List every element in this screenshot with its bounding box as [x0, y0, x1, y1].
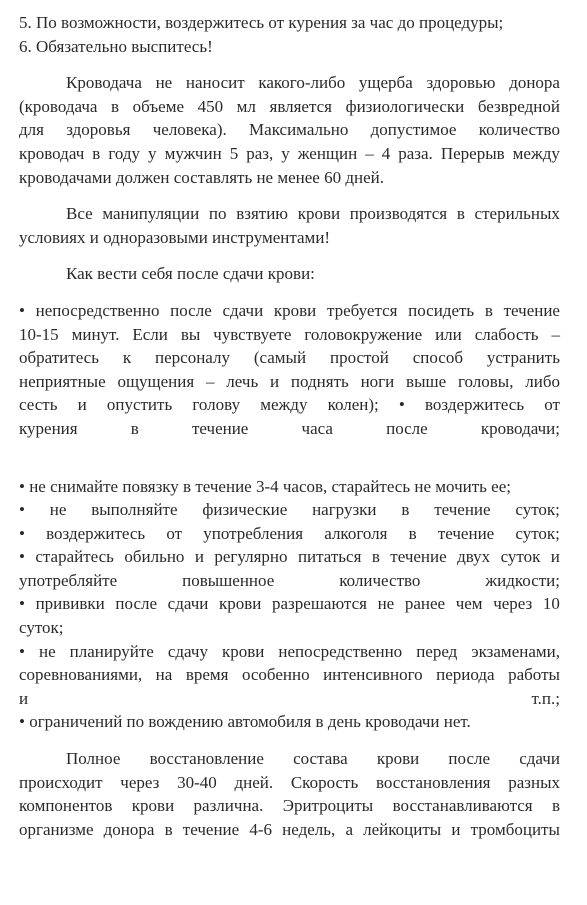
- word: •: [19, 594, 25, 614]
- justified-line: [19, 522, 560, 546]
- word: старайтесь: [35, 547, 114, 567]
- word: течение: [390, 547, 447, 567]
- word: крови: [297, 204, 341, 224]
- word: у: [148, 143, 157, 163]
- word: дней.: [234, 772, 274, 792]
- word: головокружение: [304, 324, 423, 344]
- word: ранее: [404, 594, 446, 614]
- word: в: [164, 819, 173, 839]
- word: мужчин: [164, 143, 222, 163]
- word: непосредственно: [278, 641, 403, 661]
- word: интенсивного: [323, 665, 423, 685]
- word: физические: [202, 500, 288, 520]
- word: или: [435, 324, 462, 344]
- word: восстанавливаются: [392, 796, 533, 816]
- word: персоналу: [155, 348, 230, 368]
- word: физиологически: [345, 96, 465, 116]
- text-line: 5. По возможности, воздержитесь от курения за час до процедуры;: [19, 13, 504, 32]
- justified-line: [19, 663, 560, 687]
- bullet-list: [19, 299, 560, 734]
- word: опустить: [106, 395, 173, 415]
- word: головы,: [457, 371, 514, 391]
- word: после: [448, 749, 491, 769]
- word: кроводачи;: [480, 418, 560, 438]
- word: производятся: [349, 204, 448, 224]
- word: часа: [301, 418, 333, 438]
- word: в: [551, 796, 560, 816]
- word: Полное: [66, 749, 121, 769]
- word: воздержитесь: [425, 395, 525, 415]
- word: экзаменами,: [471, 641, 560, 661]
- word: восстановление: [149, 749, 264, 769]
- word: через: [493, 594, 533, 614]
- word: жидкости;: [485, 570, 560, 590]
- justified-line: [19, 592, 560, 616]
- word: компонентов: [19, 796, 113, 816]
- word: после: [170, 300, 212, 320]
- word: лечь: [226, 371, 259, 391]
- word: (кроводача: [19, 96, 98, 116]
- word: сдачи: [167, 594, 209, 614]
- word: алкоголя: [324, 523, 388, 543]
- word: употребления: [203, 523, 304, 543]
- word: течение: [437, 523, 495, 543]
- word: в: [401, 500, 410, 520]
- word: Максимально: [249, 120, 349, 140]
- word: обильно: [124, 547, 185, 567]
- word: •: [19, 500, 25, 520]
- word: сесть: [19, 395, 58, 415]
- justified-line: [19, 498, 560, 522]
- word: 4: [381, 143, 391, 163]
- word: через: [120, 772, 160, 792]
- word: неприятные: [19, 371, 106, 391]
- word: голову: [192, 395, 241, 415]
- text-line: • ограничений по вождению автомобиля в день кроводачи нет.: [19, 712, 471, 732]
- word: и: [77, 395, 87, 415]
- justified-line: [19, 71, 560, 95]
- word: течение: [182, 819, 240, 839]
- word: от: [166, 523, 183, 543]
- justified-line: [19, 323, 560, 347]
- justified-line: [19, 687, 560, 711]
- word: является: [269, 96, 332, 116]
- word: лейкоциты: [363, 819, 442, 839]
- word: Если: [132, 324, 168, 344]
- word: Кроводача: [66, 73, 142, 93]
- word: между: [512, 143, 560, 163]
- word: происходит: [19, 772, 103, 792]
- paragraph-sterile: [19, 202, 560, 249]
- word: простой: [329, 348, 389, 368]
- word: по: [208, 204, 227, 224]
- word: курения: [19, 418, 78, 438]
- word: различна.: [193, 796, 264, 816]
- word: работы: [508, 665, 560, 685]
- text-line: • не снимайте повязку в течение 3-4 часов, старайтесь не мочить ее;: [19, 476, 511, 496]
- word: •: [19, 300, 25, 320]
- text-line: кроводачами должен составлять не менее 60 дней.: [19, 167, 384, 187]
- word: суток: [500, 547, 541, 567]
- word: от: [544, 395, 560, 415]
- word: крови: [273, 300, 317, 320]
- word: донора: [103, 819, 155, 839]
- justified-line: [19, 417, 560, 441]
- word: количество: [478, 120, 560, 140]
- text-line: 6. Обязательно выспитесь!: [19, 36, 213, 56]
- word: и: [270, 371, 280, 391]
- word: двух: [457, 547, 491, 567]
- word: (самый: [253, 348, 307, 368]
- word: –: [551, 324, 560, 344]
- word: регулярно: [214, 547, 288, 567]
- justified-line: [19, 393, 560, 417]
- word: между: [260, 395, 308, 415]
- word: посидеть: [408, 300, 475, 320]
- word: т.п.;: [531, 688, 560, 708]
- document-page: [19, 11, 560, 841]
- word: у: [281, 143, 290, 163]
- section-heading: Как вести себя после сдачи крови:: [66, 264, 315, 284]
- word: –: [365, 143, 374, 163]
- word: объеме: [132, 96, 185, 116]
- justified-line: [19, 545, 560, 569]
- word: после: [115, 594, 158, 614]
- word: в: [484, 300, 493, 320]
- word: колен);: [327, 395, 379, 415]
- word: количество: [339, 570, 421, 590]
- word: периода: [436, 665, 495, 685]
- justified-line: [19, 95, 560, 119]
- word: выше: [406, 371, 447, 391]
- word: женщин: [297, 143, 358, 163]
- word: а: [345, 819, 353, 839]
- word: 10: [542, 594, 560, 614]
- word: Эритроциты: [282, 796, 374, 816]
- word: в: [130, 418, 139, 438]
- word: в: [456, 204, 465, 224]
- word: в: [371, 547, 380, 567]
- word: требуется: [326, 300, 398, 320]
- word: употребляйте: [19, 570, 118, 590]
- word: раза.: [398, 143, 433, 163]
- word: разных: [508, 772, 560, 792]
- justified-line: [19, 370, 560, 394]
- word: раз,: [246, 143, 274, 163]
- word: повышенное: [182, 570, 275, 590]
- word: восстановления: [375, 772, 491, 792]
- word: организме: [19, 819, 94, 839]
- word: мл: [236, 96, 256, 116]
- word: •: [19, 523, 25, 543]
- word: течение: [191, 418, 249, 438]
- word: не: [38, 641, 56, 661]
- word: безвредной: [477, 96, 560, 116]
- word: наносит: [185, 73, 245, 93]
- word: какого-либо: [258, 73, 346, 93]
- word: поднять: [290, 371, 349, 391]
- word: суток;: [515, 523, 560, 543]
- word: •: [19, 547, 25, 567]
- word: для: [19, 120, 44, 140]
- justified-line: [19, 346, 560, 370]
- paragraph-recovery: [19, 747, 560, 841]
- word: Скорость: [290, 772, 359, 792]
- word: крови: [219, 594, 262, 614]
- word: воздержитесь: [46, 523, 146, 543]
- word: крови: [376, 749, 420, 769]
- word: недель,: [282, 819, 336, 839]
- word: время: [185, 665, 229, 685]
- word: Перерыв: [440, 143, 505, 163]
- word: и: [451, 819, 461, 839]
- word: крови: [221, 641, 265, 661]
- word: и: [19, 688, 29, 708]
- word: к: [122, 348, 132, 368]
- word: не: [155, 73, 173, 93]
- paragraph-donation-safety: [19, 71, 560, 189]
- word: чем: [455, 594, 483, 614]
- word: слабость: [474, 324, 539, 344]
- justified-line: [19, 299, 560, 323]
- word: сдачи: [519, 749, 560, 769]
- word: допустимое: [370, 120, 457, 140]
- word: Все: [66, 204, 93, 224]
- word: 30-40: [177, 772, 217, 792]
- word: крови: [131, 796, 175, 816]
- word: в: [408, 523, 417, 543]
- word: особенно: [241, 665, 310, 685]
- word: тромбоциты: [470, 819, 560, 839]
- word: манипуляции: [102, 204, 200, 224]
- word: взятию: [236, 204, 288, 224]
- word: 450: [197, 96, 224, 116]
- word: и: [194, 547, 204, 567]
- word: 5: [229, 143, 239, 163]
- justified-line: [19, 118, 560, 142]
- word: донора: [509, 73, 560, 93]
- word: устранить: [486, 348, 560, 368]
- justified-line: [19, 569, 560, 593]
- word: соревнованиями,: [19, 665, 143, 685]
- word: прививки: [35, 594, 105, 614]
- word: нагрузки: [312, 500, 377, 520]
- word: обратитесь: [19, 348, 99, 368]
- word: перед: [416, 641, 458, 661]
- word: выполняйте: [91, 500, 178, 520]
- word: году: [108, 143, 141, 163]
- word: в: [111, 96, 120, 116]
- word: планируйте: [69, 641, 154, 661]
- word: после: [386, 418, 428, 438]
- word: •: [398, 395, 405, 415]
- justified-line: [19, 771, 560, 795]
- word: здоровья: [66, 120, 131, 140]
- word: не: [377, 594, 395, 614]
- word: сдачу: [167, 641, 208, 661]
- word: течение: [503, 300, 560, 320]
- word: не: [49, 500, 67, 520]
- word: минут.: [71, 324, 120, 344]
- word: стерильных: [474, 204, 560, 224]
- word: ноги: [360, 371, 395, 391]
- word: течение: [434, 500, 491, 520]
- word: сдачи: [222, 300, 264, 320]
- justified-line: [19, 640, 560, 664]
- word: кроводач: [19, 143, 85, 163]
- word: состава: [293, 749, 348, 769]
- word: здоровью: [426, 73, 496, 93]
- word: разрешаются: [272, 594, 367, 614]
- word: чувствуете: [213, 324, 292, 344]
- word: питаться: [297, 547, 362, 567]
- text-line: условиях и одноразовыми инструментами!: [19, 227, 331, 247]
- word: 4-6: [249, 819, 273, 839]
- justified-line: [19, 202, 560, 226]
- word: •: [19, 641, 25, 661]
- word: способ: [412, 348, 463, 368]
- justified-line: [19, 747, 560, 771]
- word: и: [550, 547, 560, 567]
- word: –: [206, 371, 215, 391]
- justified-line: [19, 818, 560, 842]
- word: на: [155, 665, 173, 685]
- word: ущерба: [358, 73, 413, 93]
- word: человека).: [152, 120, 227, 140]
- justified-line: [19, 142, 560, 166]
- justified-line: [19, 794, 560, 818]
- word: ощущения: [117, 371, 195, 391]
- word: непосредственно: [35, 300, 160, 320]
- word: суток;: [515, 500, 560, 520]
- word: вы: [180, 324, 201, 344]
- word: 10-15: [19, 324, 59, 344]
- word: в: [92, 143, 101, 163]
- text-line: суток;: [19, 618, 64, 638]
- word: либо: [525, 371, 560, 391]
